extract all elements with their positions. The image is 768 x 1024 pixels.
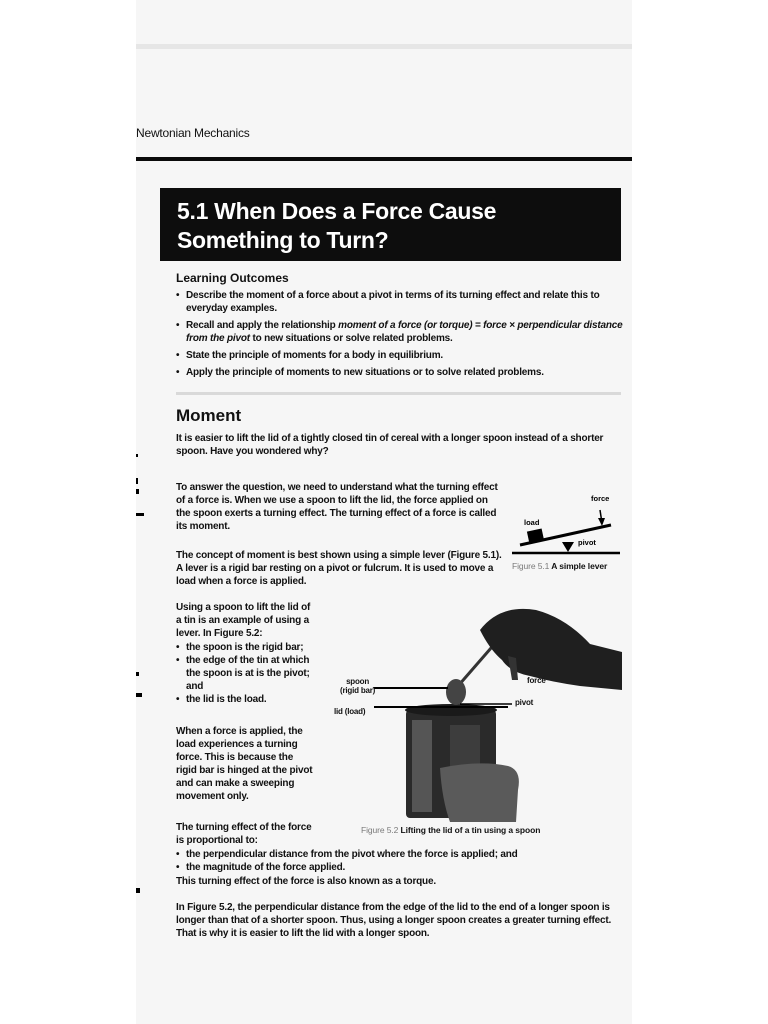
keyword-moment: moment <box>189 521 228 532</box>
learning-outcomes-heading: Learning Outcomes <box>176 271 289 285</box>
figure-number: Figure 5.2 <box>361 825 399 835</box>
figure-number: Figure 5.1 <box>512 561 550 571</box>
figure-5-1-caption <box>512 561 607 571</box>
outcome-text: to new situations or solve related problems. <box>249 333 453 344</box>
moment-paragraph-6 <box>176 875 621 888</box>
spoon-bowl <box>446 679 466 705</box>
paragraph-text: (Figure 5.1). A <box>176 550 502 574</box>
simple-lever-figure <box>508 488 624 568</box>
list-item: • the spoon is the rigid bar; <box>176 641 316 654</box>
list-item: • the edge of the tin at which the spoon is at is the pivot; and <box>176 654 316 693</box>
figure-5-2-lid-label: lid (load) <box>334 707 366 716</box>
paragraph-text: . <box>227 521 230 532</box>
force-arrowhead <box>598 518 605 526</box>
left-margin <box>0 0 136 1024</box>
edge-mark <box>136 454 138 457</box>
edge-mark <box>136 478 138 484</box>
paragraph-text: is a rigid bar resting on a <box>207 563 327 574</box>
tin-lid <box>405 704 497 716</box>
paragraph-text: . It is used to move a load when a force is applied. <box>176 563 494 587</box>
learning-outcome-item: • Apply the principle of moments to new situations or to solve related problems. <box>176 366 624 379</box>
section-title-line1: 5.1 When Does a Force Cause <box>177 198 497 224</box>
moment-heading: Moment <box>176 406 242 425</box>
list-item: • the lid is the load. <box>176 693 316 706</box>
top-rule <box>136 44 632 49</box>
edge-mark <box>136 888 140 893</box>
outcome-formula: moment of a force (or torque) = force × perpendicular distance from the pivot <box>186 320 623 344</box>
paragraph-text: to: <box>243 835 258 846</box>
paragraph-text: This turning effect of the force is also known as a <box>176 876 404 887</box>
figure-5-2-pivot-label: pivot <box>515 698 534 707</box>
learning-outcome-item <box>176 319 624 345</box>
keyword-lever: lever <box>185 563 208 574</box>
label-rigid-bar: (rigid bar) <box>340 686 376 695</box>
label-force: force <box>591 494 610 503</box>
edge-mark <box>136 672 139 676</box>
caption-text: Lifting the lid of a tin using a spoon <box>398 825 541 835</box>
paragraph-text: The concept of moment is best shown using a simple <box>176 550 423 561</box>
moment-paragraph-2 <box>176 549 502 588</box>
spoon-tin-photo <box>330 600 622 822</box>
section-title-box <box>160 188 621 261</box>
caption-text: A simple lever <box>549 561 608 571</box>
outcome-text: Recall and apply the relationship <box>186 320 339 331</box>
section-title-line2: Something to Turn? <box>177 227 389 253</box>
keyword-torque: torque <box>403 876 434 887</box>
lower-hand <box>440 763 519 822</box>
lever-parts-list <box>176 641 316 706</box>
list-item: • the magnitude of the force applied. <box>176 861 621 874</box>
paragraph-text: The turning effect of the force is <box>176 822 312 846</box>
paragraph-text: To answer the question, we need to understand what the turning effect of a force is. When we use a spoon to lift the lid, the force applied on the spoon exerts a turning effect. The turning effect of a force is called its <box>176 482 498 532</box>
learning-outcomes-list <box>176 289 624 383</box>
edge-mark <box>136 489 139 494</box>
moment-paragraph-1 <box>176 481 500 533</box>
moment-intro: It is easier to lift the lid of a tightly closed tin of cereal with a longer spoon instead of a shorter spoon. Have you wondered why? <box>176 433 604 457</box>
section-divider <box>176 392 621 395</box>
paragraph-text: . <box>433 876 436 887</box>
learning-outcome-item: • Describe the moment of a force about a pivot in terms of its turning effect and relate this to everyday examples. <box>176 289 624 315</box>
figure-5-2-spoon-label <box>340 677 375 695</box>
keyword-pivot: pivot <box>326 563 350 574</box>
paragraph-text: or <box>349 563 364 574</box>
label-spoon: spoon <box>346 677 370 686</box>
label-load: load <box>524 518 540 527</box>
right-margin <box>632 0 768 1024</box>
header-rule <box>136 157 632 161</box>
moment-paragraph-4: When a force is applied, the load experiences a turning force. This is because the rigid bar is hinged at the pivot and can make a sweeping movement only. <box>176 726 313 802</box>
moment-paragraph-7: In Figure 5.2, the perpendicular distance from the edge of the lid to the end of a longer spoon is longer than that of a shorter spoon. Thus, using a longer spoon creates a greater turning effect. That is why it is easier to lift the lid with a longer spoon. <box>176 902 612 939</box>
moment-paragraph-5 <box>176 821 316 847</box>
moment-paragraph-3: Using a spoon to lift the lid of a tin is an example of using a lever. In Figure 5.2: <box>176 602 311 639</box>
figure-5-2-force-label: force <box>527 676 546 685</box>
pivot-triangle <box>562 542 574 552</box>
figure-5-2-caption <box>361 825 540 835</box>
keyword-proportional: proportional <box>186 835 244 846</box>
learning-outcome-item: • State the principle of moments for a body in equilibrium. <box>176 349 624 362</box>
edge-mark <box>136 693 142 697</box>
list-item: • the perpendicular distance from the pivot where the force is applied; and <box>176 848 621 861</box>
keyword-lever: lever <box>422 550 445 561</box>
keyword-fulcrum: fulcrum <box>363 563 400 574</box>
label-pivot: pivot <box>578 538 596 547</box>
running-header: Newtonian Mechanics <box>136 126 250 140</box>
proportional-factors-list <box>176 848 621 874</box>
edge-mark <box>136 513 144 516</box>
